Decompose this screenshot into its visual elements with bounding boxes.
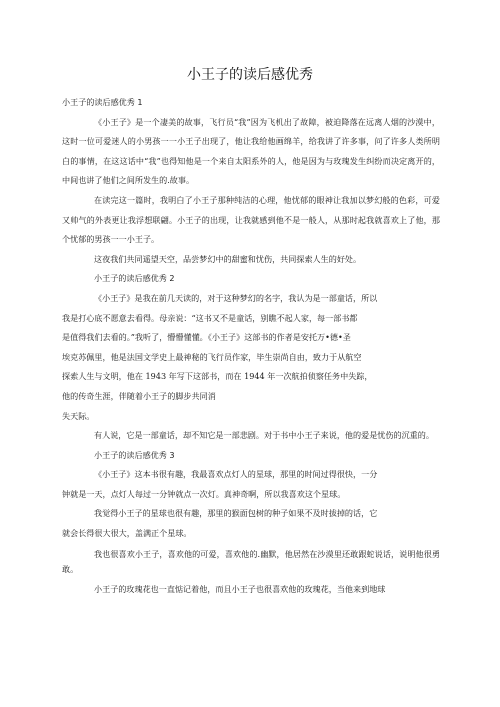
text-line: 探索人生与文明，他在 1943 年写下这部书，而在 1944 年一次航拍侦察任务中失踪，: [62, 371, 373, 382]
text-line: 就会长得很大很大，盖满正个星球。: [62, 528, 192, 539]
section-heading-1: 小王子的读后感优秀 1: [62, 97, 143, 107]
text-line: 我是打心底不愿意去看得。母亲说：“这书又不是童话，别瞧不起人家，每一部书都: [62, 312, 358, 323]
text-line: 埃克苏佩里，他是法国文学史上最神秘的飞行员作家，毕生崇尚自由，致力于从航空: [62, 351, 362, 362]
paragraph: 我也很喜欢小王子，喜欢他的可爱，喜欢他的.幽默，他居然在沙漠里还敢跟蛇说话，说明他很勇敢。: [62, 548, 440, 574]
text-line: 小王子的玫瑰花也一直惦记着他，而且小王子也很喜欢他的玫瑰花，当他来到地球: [94, 583, 386, 594]
text-line: 是值得我们去看的。”我听了，懵懵懂懂。《小王子》这部书的作者是安托万•德•圣: [62, 332, 351, 343]
text-line: 失天际。: [62, 410, 95, 421]
paragraph: 在读完这一篇时，我明白了小王子那种纯洁的心理，他忧郁的眼神让我加以梦幻般的色彩，可爱又帅气的外表更让我浮想联翩。小王子的出现，让我就感到他不是一般人，从那时起我就喜欢上了他，那个忧郁的男孩一一小王子。: [62, 194, 440, 245]
paragraph: 这夜我们共同遥望天空，品尝梦幻中的甜蜜和忧伤，共同探索人生的好处。: [94, 253, 362, 264]
section-heading-2: 小王子的读后感优秀 2: [94, 273, 175, 284]
paragraph: 有人说，它是一部童话，却不知它是一部悲剧。对于书中小王子来说，他的爱是忧伤的沉重的。: [94, 430, 434, 441]
text-line: 《小王子》这本书很有趣，我最喜欢点灯人的星球，那里的时间过得很快，一分: [94, 469, 378, 480]
text-line: 《小王子》是我在前几天读的，对于这种梦幻的名字，我认为是一部童话，所以: [94, 292, 378, 303]
text-line: 钟就是一天，点灯人每过一分钟就点一次灯。真神奇啊，所以我喜欢这个星球。: [62, 488, 346, 499]
text-line: 他的传奇生涯，伴随着小王子的脚步共同消: [62, 390, 216, 401]
page-title: 小王子的读后感优秀: [187, 67, 313, 83]
text-line: 我觉得小王子的星球也很有趣，那里的猴面包树的种子如果不及时拔掉的话，它: [94, 508, 378, 519]
section-heading-3: 小王子的读后感优秀 3: [94, 449, 175, 460]
paragraph: 《小王子》是一个凄美的故事，飞行员“我”因为飞机出了故障，被迫降落在远离人烟的沙漠中，这时一位可爱迷人的小男孩一一小王子出现了，他让我给他画绵羊，给我讲了许多事，问了许多人类所明白的事情，在这这话中“我”也得知他是一个来自太阳系外的人，他是因为与玫瑰发生纠纷而决定离开的，中间也讲了他们之间所发生的.故事。: [62, 116, 440, 186]
document-body: [62, 93, 440, 599]
